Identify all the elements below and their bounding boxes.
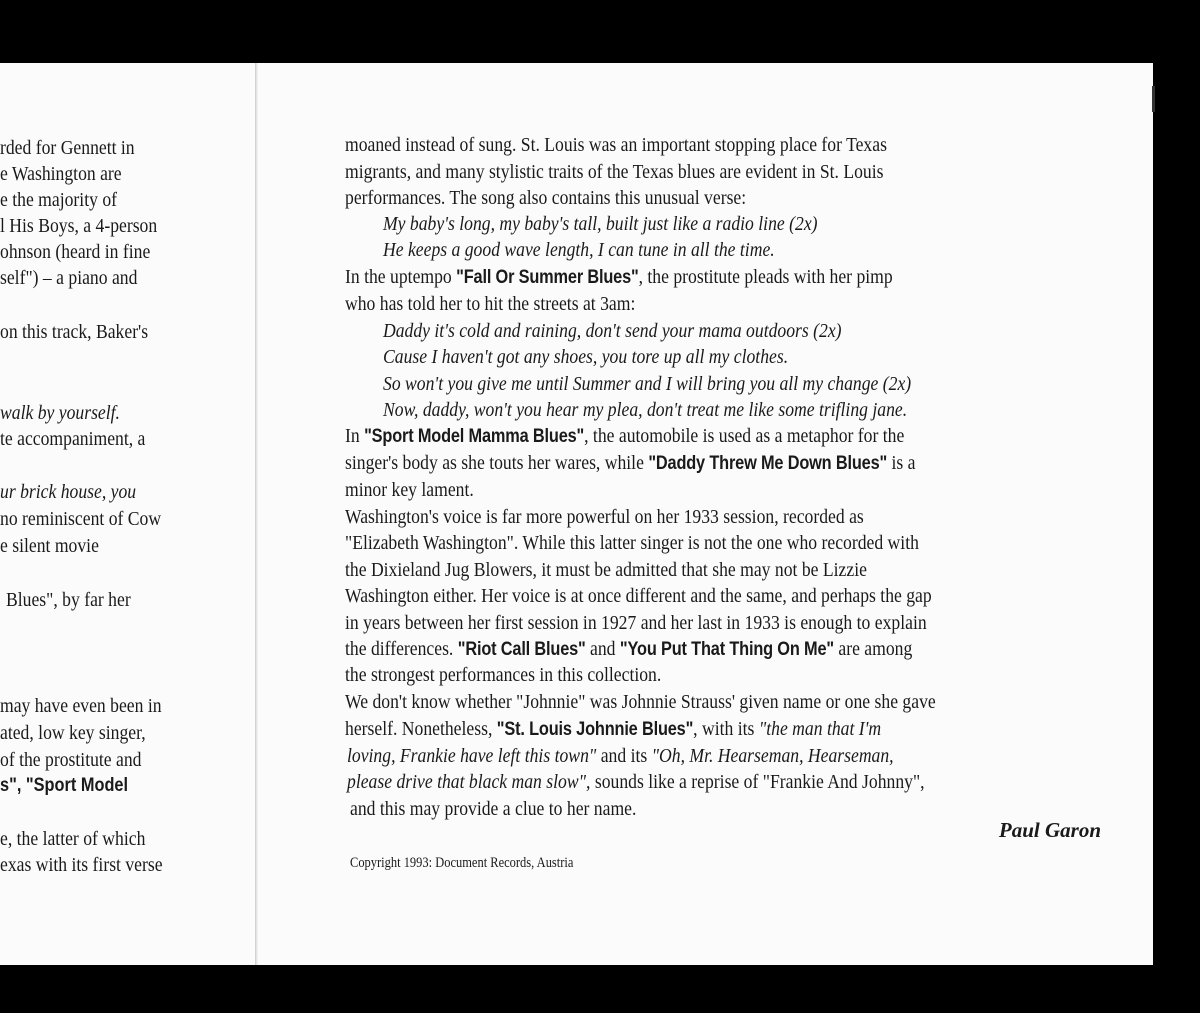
body-text-line: please drive that black man slow", sounds like a reprise of "Frankie And Johnny", <box>347 771 925 793</box>
body-text-line: We don't know whether "Johnnie" was Johnnie Strauss' given name or one she gave <box>345 691 936 713</box>
left-text-line: Blues", by far her <box>6 589 131 611</box>
body-text-line: the Dixieland Jug Blowers, it must be admitted that she may not be Lizzie <box>345 559 867 581</box>
copyright-notice: Copyright 1993: Document Records, Austria <box>350 855 574 871</box>
song-title: "Daddy Threw Me Down Blues" <box>648 453 888 474</box>
body-text-line: in years between her first session in 1927 and her last in 1933 is enough to explain <box>345 612 927 634</box>
body-text-line: migrants, and many stylistic traits of the Texas blues are evident in St. Louis <box>345 161 884 183</box>
body-text-line: Washington either. Her voice is at once different and the same, and perhaps the gap <box>345 585 932 607</box>
left-booklet-page <box>0 63 255 965</box>
left-text-line: of the prostitute and <box>0 749 142 771</box>
body-text-line: Washington's voice is far more powerful on her 1933 session, recorded as <box>345 506 864 528</box>
left-text-line: ated, low key singer, <box>0 722 146 744</box>
lyric-line: Cause I haven't got any shoes, you tore up all my clothes. <box>383 346 789 368</box>
body-text-line: the strongest performances in this collection. <box>345 664 662 686</box>
song-title: "Sport Model Mamma Blues" <box>364 426 585 447</box>
scan-edge-mark <box>1152 86 1155 112</box>
left-text-line: e the majority of <box>0 189 118 211</box>
body-text-line: loving, Frankie have left this town" and its "Oh, Mr. Hearseman, Hearseman, <box>347 745 894 767</box>
lyric-line: Now, daddy, won't you hear my plea, don't treat me like some trifling jane. <box>383 399 908 421</box>
left-text-line: on this track, Baker's <box>0 321 149 343</box>
body-text-line: "Elizabeth Washington". While this latter singer is not the one who recorded with <box>345 532 919 554</box>
left-text-line: e Washington are <box>0 163 122 185</box>
left-text-line: s", "Sport Model <box>0 775 129 796</box>
left-text-line: exas with its first verse <box>0 854 163 876</box>
left-text-line: self") – a piano and <box>0 267 138 289</box>
left-text-line: ur brick house, you <box>0 481 137 503</box>
song-title: "Riot Call Blues" <box>457 639 586 660</box>
body-text-line: performances. The song also contains this unusual verse: <box>345 187 747 209</box>
lyric-line: Daddy it's cold and raining, don't send your mama outdoors (2x) <box>383 320 842 342</box>
lyric-line: My baby's long, my baby's tall, built just like a radio line (2x) <box>383 213 818 235</box>
song-title: "You Put That Thing On Me" <box>619 639 834 660</box>
body-text-line: singer's body as she touts her wares, while "Daddy Threw Me Down Blues" is a <box>345 452 916 474</box>
left-text-line: te accompaniment, a <box>0 428 146 450</box>
left-text-line: l His Boys, a 4-person <box>0 215 158 237</box>
body-text-line: moaned instead of sung. St. Louis was an important stopping place for Texas <box>345 134 887 156</box>
left-text-line: ohnson (heard in fine <box>0 241 151 263</box>
body-text-line: who has told her to hit the streets at 3am: <box>345 293 636 315</box>
lyric-line: He keeps a good wave length, I can tune in all the time. <box>383 239 775 261</box>
body-text-line: In the uptempo "Fall Or Summer Blues", the prostitute pleads with her pimp <box>345 266 893 288</box>
body-text-line: and this may provide a clue to her name. <box>350 798 637 820</box>
body-text-line: herself. Nonetheless, "St. Louis Johnnie Blues", with its "the man that I'm <box>345 718 882 740</box>
left-text-line: may have even been in <box>0 695 162 717</box>
left-text-line: e, the latter of which <box>0 828 146 850</box>
body-text-line: the differences. "Riot Call Blues" and "You Put That Thing On Me" are among <box>345 638 913 660</box>
author-signature: Paul Garon <box>998 818 1101 842</box>
left-text-line: rded for Gennett in <box>0 137 135 159</box>
song-title: "St. Louis Johnnie Blues" <box>496 719 694 740</box>
left-text-line: e silent movie <box>0 535 99 557</box>
lyric-line: So won't you give me until Summer and I will bring you all my change (2x) <box>383 373 912 395</box>
left-text-line: no reminiscent of Cow <box>0 508 162 530</box>
left-text-line: walk by yourself. <box>0 402 120 424</box>
body-text-line: minor key lament. <box>345 479 474 501</box>
song-title: "Fall Or Summer Blues" <box>456 267 639 288</box>
body-text-line: In "Sport Model Mamma Blues", the automobile is used as a metaphor for the <box>345 425 905 447</box>
right-booklet-page <box>258 63 1153 965</box>
